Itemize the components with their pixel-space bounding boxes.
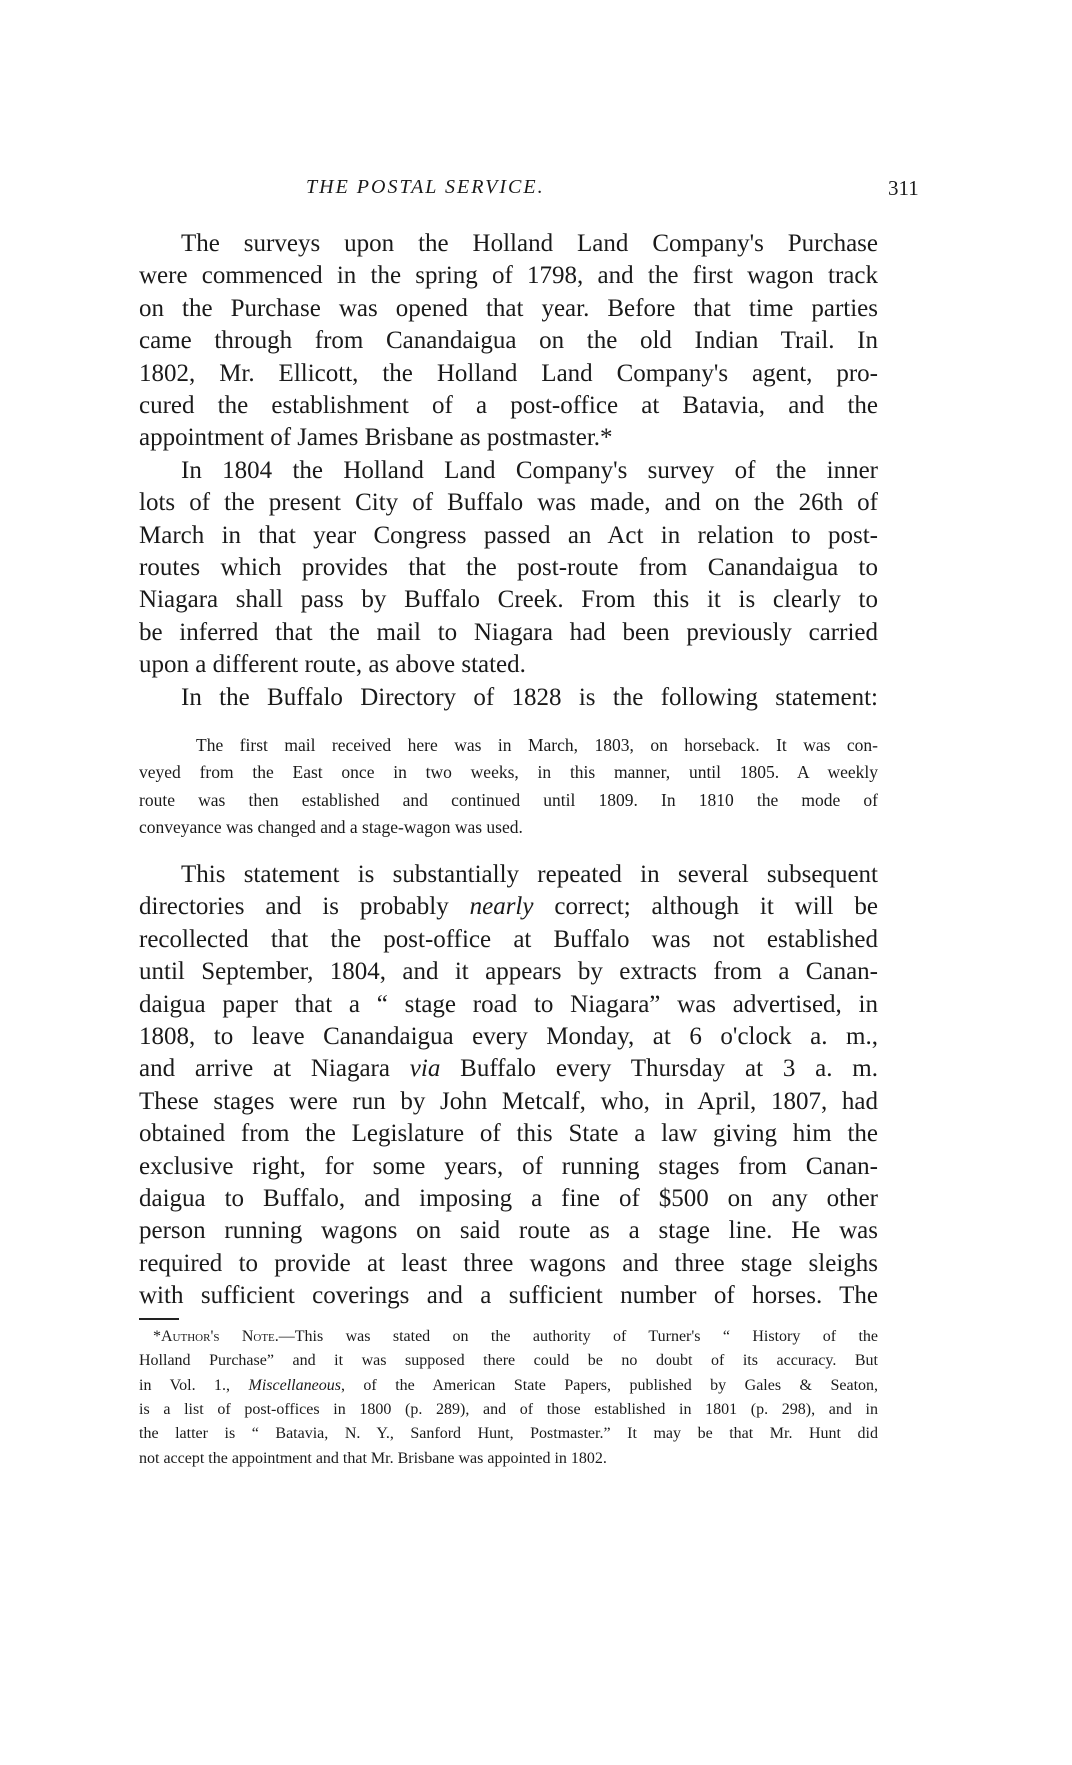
text-segment: the latter is “ Batavia, N. Y., Sanford Hunt, Postmaster.” It may be that Mr. Hunt did: [139, 1425, 878, 1443]
text-segment: be inferred that the mail to Niagara had been previously carried: [139, 618, 878, 646]
text-segment: in Vol. 1.,: [139, 1376, 249, 1394]
footnote-line: [139, 1374, 878, 1398]
text-segment: The surveys upon the Holland Land Company's Purchase: [181, 230, 878, 257]
text-segment: cured the establishment of a post-office at Batavia, and the: [139, 392, 878, 419]
body-line: [139, 1248, 878, 1280]
footnote-line: [153, 1325, 878, 1349]
text-segment: —This was stated on the authority of Turner's “ History of the: [278, 1328, 878, 1345]
body-line: [139, 325, 878, 357]
text-segment: until September, 1804, and it appears by extracts from a Canan-: [139, 958, 878, 986]
text-segment: recollected that the post-office at Buffalo was not established: [139, 925, 878, 953]
body-line: [139, 891, 878, 923]
text-segment: daigua paper that a “ stage road to Niagara” was advertised, in: [139, 990, 878, 1018]
text-segment: route was then established and continued until 1809. In 1810 the mode of: [139, 789, 878, 810]
text-segment: Author's Note.: [161, 1328, 279, 1345]
text-segment: required to provide at least three wagons and three stage sleighs: [139, 1249, 878, 1277]
text-segment: *: [153, 1328, 161, 1345]
body-line: [139, 552, 878, 584]
body-line: [139, 1118, 878, 1150]
quote-line: [139, 787, 878, 814]
text-segment: and arrive at Niagara: [139, 1055, 410, 1083]
text-segment: These stages were run by John Metcalf, who, in April, 1807, had: [139, 1087, 878, 1115]
text-segment: Niagara shall pass by Buffalo Creek. From this it is clearly to: [139, 586, 878, 614]
text-segment: on the Purchase was opened that year. Before that time parties: [139, 294, 878, 322]
body-line: [181, 228, 878, 260]
footnote-line: [139, 1349, 878, 1373]
text-segment: correct; although it will be: [533, 893, 878, 921]
text-segment: with sufficient coverings and a sufficient number of horses. The: [139, 1282, 878, 1310]
body-line: [139, 956, 878, 988]
footnote-line: [139, 1447, 878, 1471]
footnote-line: [139, 1422, 878, 1446]
body-line: [139, 1053, 878, 1085]
text-segment: Holland Purchase” and it was supposed there could be no doubt of its accuracy. But: [139, 1352, 878, 1370]
footnote-divider: [139, 1318, 179, 1320]
body-line: [139, 487, 878, 519]
body-line: [139, 1215, 878, 1247]
text-segment: routes which provides that the post-route from Canandaigua to: [139, 554, 878, 581]
italic-text: via: [409, 1055, 441, 1083]
body-line: [139, 989, 878, 1021]
text-segment: person running wagons on said route as a stage line. He was: [139, 1217, 878, 1245]
body-line: [139, 1280, 878, 1312]
text-segment: lots of the present City of Buffalo was made, and on the 26th of: [139, 489, 878, 517]
body-line: [139, 617, 878, 649]
text-segment: March in that year Congress passed an Act in relation to post-: [139, 521, 878, 549]
text-segment: were commenced in the spring of 1798, and the first wagon track: [139, 262, 878, 290]
body-line: [139, 358, 878, 390]
body-line: [139, 520, 878, 552]
text-segment: daigua to Buffalo, and imposing a fine of $500 on any other: [139, 1185, 878, 1212]
body-line: [139, 649, 878, 681]
text-segment: Buffalo every Thursday at 3 a. m.: [440, 1055, 878, 1083]
body-line: [139, 1183, 878, 1215]
text-segment: 1802, Mr. Ellicott, the Holland Land Company's agent, pro-: [139, 359, 878, 387]
text-segment: came through from Canandaigua on the old Indian Trail. In: [139, 327, 878, 355]
body-line: [139, 1151, 878, 1183]
text-segment: directories and is probably: [139, 893, 470, 921]
text-segment: conveyance was changed and a stage-wagon was used.: [139, 817, 523, 838]
text-segment: The first mail received here was in March, 1803, on horseback. It was con-: [196, 735, 878, 755]
quote-line: [139, 759, 878, 786]
body-line: [139, 422, 878, 454]
text-segment: 1808, to leave Canandaigua every Monday, at 6 o'clock a. m.,: [139, 1023, 878, 1050]
body-line: [139, 390, 878, 422]
body-line: [139, 293, 878, 325]
text-segment: not accept the appointment and that Mr. Brisbane was appointed in 1802.: [139, 1449, 607, 1467]
body-line: [181, 859, 878, 891]
page-number: 311: [888, 176, 919, 200]
running-title: THE POSTAL SERVICE.: [306, 176, 545, 198]
body-line: [139, 1021, 878, 1053]
body-line: [181, 682, 878, 714]
text-segment: This statement is substantially repeated in several subsequent: [181, 861, 878, 888]
text-segment: is a list of post-offices in 1800 (p. 289), and of those established in 1801 (p. 298), and in: [139, 1400, 878, 1418]
body-line: [181, 455, 878, 487]
text-segment: obtained from the Legislature of this State a law giving him the: [139, 1120, 878, 1148]
italic-text: nearly: [469, 893, 534, 921]
body-line: [139, 1086, 878, 1118]
text-segment: upon a different route, as above stated.: [139, 651, 526, 679]
text-segment: In the Buffalo Directory of 1828 is the following statement:: [181, 683, 878, 711]
italic-text: Miscellaneous: [248, 1376, 341, 1394]
quote-line: [196, 732, 878, 759]
text-segment: , of the American State Papers, published by Gales & Seaton,: [340, 1376, 879, 1394]
text-segment: appointment of James Brisbane as postmaster.*: [139, 424, 613, 452]
footnote-line: [139, 1398, 878, 1422]
quote-line: [139, 814, 878, 841]
text-segment: exclusive right, for some years, of running stages from Canan-: [139, 1152, 878, 1180]
body-line: [139, 584, 878, 616]
text-segment: In 1804 the Holland Land Company's survey of the inner: [181, 456, 878, 484]
body-line: [139, 924, 878, 956]
body-line: [139, 260, 878, 292]
text-segment: veyed from the East once in two weeks, in this manner, until 1805. A weekly: [139, 762, 878, 783]
